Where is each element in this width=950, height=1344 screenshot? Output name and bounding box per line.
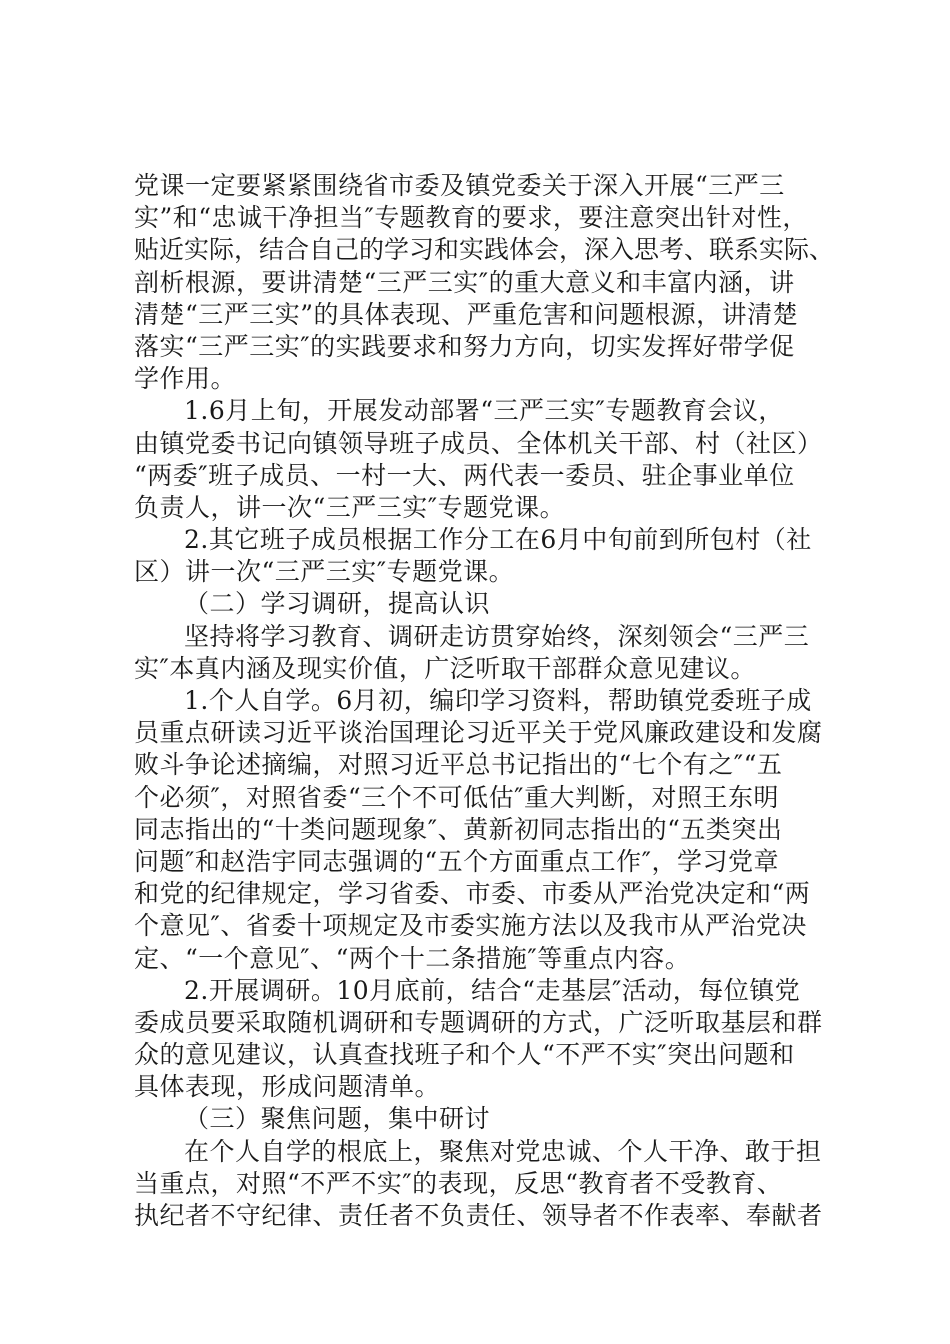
text-line: 落实“三严三实″的实践要求和努力方向，切实发挥好带学促 — [134, 331, 795, 361]
text-line: 贴近实际，结合自己的学习和实践体会，深入思考、联系实际、 — [134, 235, 835, 265]
text-line: 败斗争论述摘编，对照习近平总书记指出的“七个有之″“五 — [134, 750, 783, 780]
text-line: 众的意见建议，认真查找班子和个人“不严不实″突出问题和 — [134, 1040, 795, 1070]
text-line: （二）学习调研，提高认识 — [184, 589, 491, 619]
text-line: 实”和“忠诚干净担当″专题教育的要求，要注意突出针对性， — [134, 203, 808, 233]
text-line: 1.6月上旬，开展发动部署“三严三实″专题教育会议， — [184, 396, 784, 426]
text-line: 在个人自学的根底上，聚焦对党忠诚、个人干净、敢于担 — [184, 1136, 822, 1166]
text-line: “两委″班子成员、一村一大、两代表一委员、驻企事业单位 — [134, 460, 795, 490]
text-line: （三）聚焦问题，集中研讨 — [184, 1104, 491, 1134]
text-line: 员重点研读习近平谈治国理论习近平关于党风廉政建设和发腐 — [134, 718, 823, 748]
text-line: 清楚“三严三实”的具体表现、严重危害和问题根源，讲清楚 — [134, 299, 799, 329]
text-line: 同志指出的“十类问题现象″、黄新初同志指出的“五类突出 — [134, 814, 783, 844]
text-line: 具体表现，形成问题清单。 — [134, 1072, 441, 1102]
text-line: 当重点，对照“不严不实″的表现，反思“教育者不受教育、 — [134, 1168, 783, 1198]
text-line: 2.其它班子成员根据工作分工在6月中旬前到所包村（社 — [184, 525, 812, 555]
text-line: 区）讲一次“三严三实″专题党课。 — [134, 557, 515, 587]
text-line: 个意见″、省委十项规定及市委实施方法以及我市从严治党决 — [134, 911, 807, 941]
text-line: 学作用。 — [134, 364, 237, 394]
text-line: 党课一定要紧紧围绕省市委及镇党委关于深入开展“三严三 — [134, 171, 785, 200]
text-line: 个必须″，对照省委“三个不可低估″重大判断，对照王东明 — [134, 782, 779, 812]
text-line: 1.个人自学。6月初，编印学习资料，帮助镇党委班子成 — [184, 686, 812, 715]
text-line: 2.开展调研。10月底前，结合“走基层″活动，每位镇党 — [184, 975, 801, 1005]
text-line: 委成员要采取随机调研和专题调研的方式，广泛听取基层和群 — [134, 1007, 823, 1037]
text-line: 执纪者不守纪律、责任者不负责任、领导者不作表率、奉献者 — [134, 1201, 823, 1230]
body-text — [134, 170, 834, 1232]
text-line: 定、“一个意见″、“两个十二条措施″等重点内容。 — [134, 943, 691, 973]
text-line: 剖析根源，要讲清楚“三严三实″的重大意义和丰富内涵，讲 — [134, 267, 795, 297]
text-line: 坚持将学习教育、调研走访贯穿始终，深刻领会“三严三 — [184, 621, 810, 651]
text-line: 问题″和赵浩宇同志强调的“五个方面重点工作″，学习党章 — [134, 846, 779, 876]
text-line: 实″本真内涵及现实价值，广泛听取干部群众意见建议。 — [134, 653, 756, 683]
text-line: 由镇党委书记向镇领导班子成员、全体机关干部、村（社区） — [134, 428, 823, 458]
text-line: 和党的纪律规定，学习省委、市委、市委从严治党决定和“两 — [134, 879, 811, 909]
text-line: 负责人，讲一次“三严三实″专题党课。 — [134, 492, 566, 522]
